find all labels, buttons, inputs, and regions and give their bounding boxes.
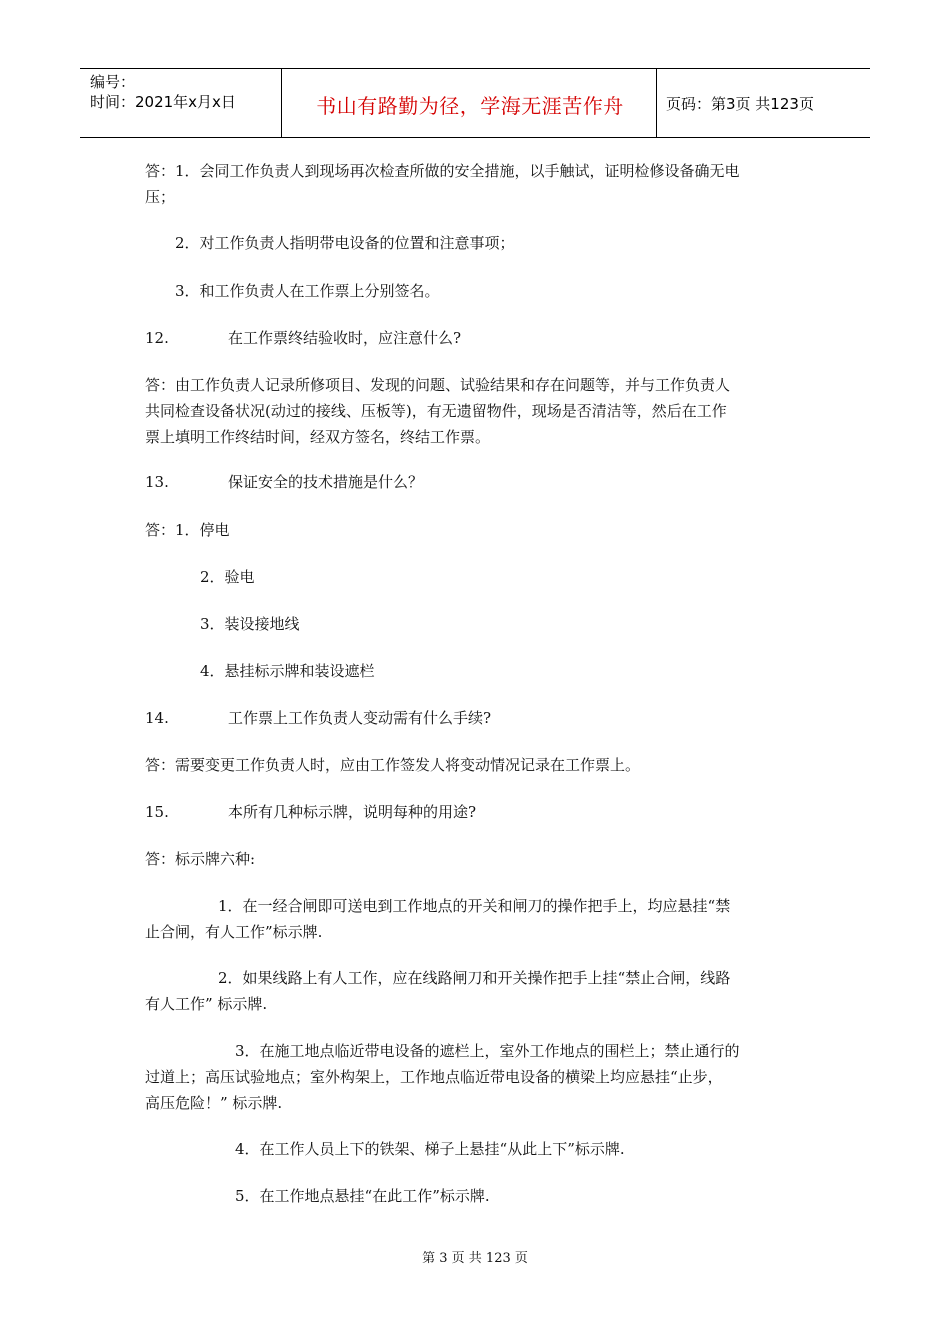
text-line: 2．如果线路上有人工作，应在线路闸刀和开关操作把手上挂“禁止合闸，线路 (218, 969, 731, 987)
question-text: 在工作票终结验收时，应注意什么? (228, 329, 462, 347)
text-line: 有人工作” 标示牌. (145, 995, 268, 1013)
question-text: 工作票上工作负责人变动需有什么手续? (228, 709, 492, 727)
text-line: 过道上；高压试验地点；室外构架上，工作地点临近带电设备的横梁上均应悬挂“止步， (145, 1068, 723, 1086)
text-line: 2．对工作负责人指明带电设备的位置和注意事项； (175, 234, 515, 252)
header-table (80, 68, 870, 138)
question-number: 14. (145, 709, 169, 727)
header-divider (281, 69, 282, 137)
text-line: 压； (145, 188, 176, 206)
text-line: 共同检查设备状况(动过的接线、压板等)，有无遗留物件，现场是否清洁等，然后在工作 (145, 402, 727, 420)
text-line: 4．在工作人员上下的铁架、梯子上悬挂“从此上下”标示牌. (235, 1140, 625, 1158)
header-divider (656, 69, 657, 137)
header-page-label: 页码：第3页 共123页 (666, 95, 814, 113)
question-text: 本所有几种标示牌，说明每种的用途? (228, 803, 477, 821)
text-line: 5．在工作地点悬挂“在此工作”标示牌. (235, 1187, 490, 1205)
header-motto: 书山有路勤为径，学海无涯苦作舟 (316, 94, 624, 118)
time-label: 时间：2021年x月x日 (90, 93, 236, 111)
question-number: 12. (145, 329, 169, 347)
text-line: 高压危险！” 标示牌. (145, 1094, 283, 1112)
page-footer: 第 3 页 共 123 页 (422, 1251, 528, 1266)
text-line: 答：1．会同工作负责人到现场再次检查所做的安全措施，以手触试，证明检修设备确无电 (145, 162, 740, 180)
text-line: 3．和工作负责人在工作票上分别签名。 (175, 282, 440, 300)
text-line: 票上填明工作终结时间，经双方签名，终结工作票。 (145, 428, 491, 446)
number-label: 编号： (90, 73, 136, 91)
text-line: 答：需要变更工作负责人时，应由工作签发人将变动情况记录在工作票上。 (145, 756, 641, 774)
text-line: 4．悬挂标示牌和装设遮栏 (200, 662, 375, 680)
text-line: 1．在一经合闸即可送电到工作地点的开关和闸刀的操作把手上，均应悬挂“禁 (218, 897, 731, 915)
text-line: 2．验电 (200, 568, 255, 586)
question-number: 13. (145, 473, 169, 491)
text-line: 止合闸，有人工作”标示牌. (145, 923, 323, 941)
question-number: 15. (145, 803, 169, 821)
question-text: 保证安全的技术措施是什么？ (228, 473, 424, 491)
text-line: 答：由工作负责人记录所修项目、发现的问题、试验结果和存在问题等，并与工作负责人 (145, 376, 731, 394)
text-line: 3．在施工地点临近带电设备的遮栏上，室外工作地点的围栏上；禁止通行的 (235, 1042, 740, 1060)
text-line: 3．装设接地线 (200, 615, 300, 633)
header-meta (90, 72, 236, 112)
text-line: 答：标示牌六种: (145, 850, 256, 868)
text-line: 答：1．停电 (145, 521, 230, 539)
